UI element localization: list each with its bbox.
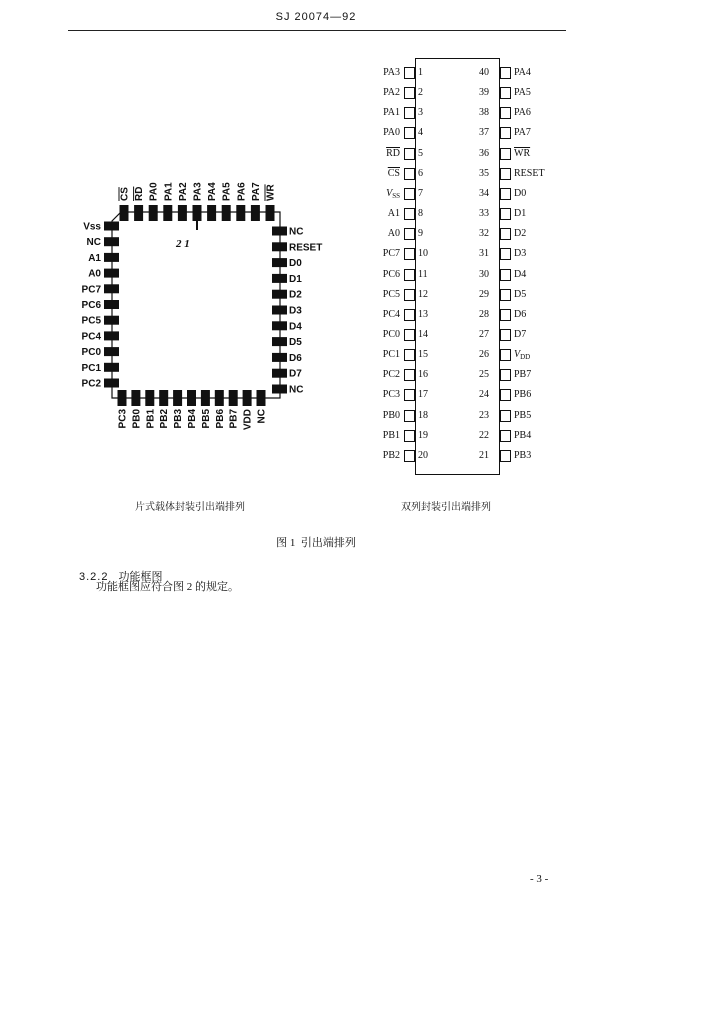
plcc-pin [163, 205, 172, 221]
dip-pin-box [500, 107, 511, 119]
dip-pin-number: 8 [418, 208, 423, 220]
dip-pin-label: D5 [514, 288, 527, 300]
plcc-pin [272, 258, 287, 267]
plcc-pin-label: PC1 [81, 362, 101, 374]
plcc-pin-label: PB3 [173, 409, 185, 429]
dip-pin-box [500, 309, 511, 321]
plcc-pin [178, 205, 187, 221]
dip-pin-number: 5 [418, 147, 423, 159]
dip-pin-box [404, 168, 415, 180]
plcc-pin-label: D1 [289, 273, 302, 285]
plcc-pin [266, 205, 275, 221]
plcc-pin [134, 205, 143, 221]
dip-pin-box [500, 127, 511, 139]
plcc-pin [104, 379, 119, 388]
dip-pin-number: 14 [418, 328, 428, 340]
plcc-pin [104, 284, 119, 293]
plcc-pin-label: PB6 [214, 409, 226, 429]
dip-pin-number: 12 [418, 288, 428, 300]
dip-pin-number: 33 [479, 208, 489, 220]
plcc-pin-label: PB4 [187, 409, 198, 429]
plcc-pin-label: PB0 [131, 409, 143, 429]
dip-pin-label: PA1 [383, 107, 400, 119]
dip-pin-box [500, 430, 511, 442]
dip-pin-label: D3 [514, 248, 527, 260]
dip-pin-box [500, 148, 511, 160]
plcc-pin [104, 269, 119, 278]
plcc-pin-label: PA0 [148, 182, 160, 201]
dip-pin-label: PC4 [382, 308, 400, 320]
dip-pin-number: 30 [479, 268, 489, 280]
dip-pin-label-subscript: DD [520, 353, 531, 362]
plcc-pin [104, 363, 119, 372]
plcc-pin [272, 242, 287, 251]
plcc-pin [257, 390, 266, 406]
dip-pin-box [404, 369, 415, 381]
dip-pin-label: D6 [514, 308, 527, 320]
plcc-pin-label: PC7 [81, 284, 101, 296]
dip-pin-number: 39 [479, 87, 489, 99]
dip-pin-number: 9 [418, 228, 423, 240]
dip-pin-box [500, 450, 511, 462]
dip-pin-box [404, 248, 415, 260]
plcc-pin-label: NC [86, 237, 101, 249]
dip-pin-number: 15 [418, 349, 428, 361]
dip-pin-label: PA7 [514, 127, 531, 139]
section-title: 功能框图 [118, 571, 163, 583]
dip-pin-number: 6 [418, 167, 423, 179]
dip-pin-label: PA5 [514, 87, 531, 99]
dip-pin-label: PB7 [514, 369, 532, 381]
plcc-pin [215, 390, 224, 406]
dip-pin-label [350, 188, 400, 200]
plcc-pin [193, 205, 202, 221]
dip-pin-number: 40 [479, 67, 489, 78]
plcc-pin-label: PA4 [207, 182, 219, 201]
plcc-pin-label: D7 [289, 368, 302, 380]
plcc-pin [104, 253, 119, 262]
dip-pin-number: 23 [479, 409, 489, 421]
dip-pin-number: 24 [479, 389, 489, 401]
plcc-pin [118, 390, 127, 406]
plcc-pin-label: NC [289, 384, 304, 396]
plcc-pin-label: PC0 [81, 347, 101, 359]
section-paragraph: 功能框图应符合图 2 的规定。 [96, 581, 239, 593]
plcc-pin [243, 390, 252, 406]
dip-pin-label: PB6 [514, 389, 532, 401]
dip-pin-label: $\overline{RD}$ [386, 147, 400, 159]
dip-pin-box [500, 349, 511, 361]
plcc-pin [236, 205, 245, 221]
dip-pin-box [500, 168, 511, 180]
dip-pin-box [500, 87, 511, 99]
dip-pin-label: PB0 [382, 409, 400, 421]
dip-pin-label: PA4 [514, 67, 531, 78]
dip-pin-number: 17 [418, 389, 428, 401]
dip-pin-label: $\overline{WR}$ [514, 147, 531, 159]
plcc-pin-label: PB1 [145, 409, 157, 429]
plcc-pin-label: PA1 [163, 182, 175, 201]
plcc-pin-label: D0 [289, 258, 302, 270]
dip-pin-box [404, 87, 415, 99]
dip-pin-number: 32 [479, 228, 489, 240]
plcc-pin-label: VDD [242, 409, 254, 431]
dip-pin-label: D7 [514, 328, 527, 340]
plcc-pin [272, 385, 287, 394]
plcc-pin [272, 353, 287, 362]
dip-pin-label: PB2 [382, 449, 400, 461]
plcc-pin [104, 300, 119, 309]
plcc-pin [272, 274, 287, 283]
figure-caption: 图 1 引出端排列 [276, 537, 356, 549]
plcc-pin-label: PC3 [117, 409, 129, 429]
plcc-pin [222, 205, 231, 221]
plcc-pin-label: D4 [289, 321, 302, 333]
dip-pin-box [404, 67, 415, 79]
plcc-pin [272, 306, 287, 315]
dip-pin-number: 16 [418, 369, 428, 381]
plcc-pin [229, 390, 238, 406]
dip-pin-box [500, 67, 511, 79]
dip-pin-number: 28 [479, 308, 489, 320]
plcc-pin-label: CS [119, 187, 131, 201]
dip-pin-box [404, 289, 415, 301]
dip-pin-number: 26 [479, 349, 489, 361]
dip-pin-box [404, 309, 415, 321]
plcc-pin-label: D6 [289, 352, 302, 364]
dip-pin-number: 10 [418, 248, 428, 260]
plcc-pin-label: PA5 [221, 182, 233, 201]
plcc-pin [145, 390, 154, 406]
plcc-pin-label: D5 [289, 337, 302, 349]
plcc-pin-label: Vss [83, 221, 101, 233]
standard-code: SJ 20074—92 [275, 11, 357, 23]
dip-pin-label: PC5 [382, 288, 400, 300]
dip-pin-label: PB1 [382, 429, 400, 441]
dip-pin-number: 36 [479, 147, 489, 159]
plcc-pin-label: PB5 [200, 409, 212, 429]
plcc-pin [272, 321, 287, 330]
plcc-pin-label: PC2 [81, 378, 101, 390]
dip-pin-label: PB3 [514, 449, 532, 461]
plcc-pin-label: RD [134, 186, 146, 201]
dip-pin-box [500, 329, 511, 341]
dip-pin-number: 20 [418, 449, 428, 461]
dip-pin-box [500, 248, 511, 260]
plcc-pin-label: A1 [88, 252, 101, 264]
dip-pin-box [404, 208, 415, 220]
dip-pin-label: PC7 [382, 248, 400, 260]
dip-pin-label: PC3 [382, 389, 400, 401]
dip-pin-number: 3 [418, 107, 423, 119]
dip-pin-box [500, 269, 511, 281]
dip-pin-box [404, 127, 415, 139]
plcc-pin-label: PA7 [250, 182, 262, 201]
dip-pin-label: PC2 [382, 369, 400, 381]
dip-pin-number: 18 [418, 409, 428, 421]
dip-pin-box [500, 389, 511, 401]
plcc-pin [104, 222, 119, 231]
dip-pin-box [404, 188, 415, 200]
section-number: 3.2.2 [79, 571, 109, 583]
plcc-pin-label: D3 [289, 305, 302, 317]
plcc-pin [173, 390, 182, 406]
dip-pin-number: 34 [479, 187, 489, 199]
dip-pin-box [500, 228, 511, 240]
plcc-pin [104, 347, 119, 356]
plcc-pin-label: PA6 [236, 182, 248, 201]
plcc-pin [159, 390, 168, 406]
plcc-pin [272, 290, 287, 299]
dip-pin-box [404, 349, 415, 361]
dip-pin-label: PB5 [514, 409, 532, 421]
dip-pin-label: A0 [387, 228, 400, 240]
plcc-pin [272, 337, 287, 346]
dip-pin-number: 1 [418, 67, 423, 78]
dip-pin-label: PA2 [383, 87, 400, 99]
plcc-pin [187, 390, 196, 406]
dip-pin-number: 21 [479, 449, 489, 461]
dip-pin-number: 7 [418, 187, 423, 199]
dip-pin-number: 25 [479, 369, 489, 381]
plcc-pin-label: WR [265, 184, 277, 201]
plcc-pin [149, 205, 158, 221]
plcc-pin [104, 331, 119, 340]
dip-pin-label-main: V [386, 187, 393, 199]
page-number: - 3 - [530, 873, 549, 885]
plcc-pin-label: PB2 [159, 409, 171, 429]
dip-pin-label-main: V [514, 349, 521, 361]
dip-pin-box [404, 228, 415, 240]
dip-pin-label: PB4 [514, 429, 532, 441]
plcc-pin-label: PA2 [177, 182, 189, 201]
dip-pin-number: 13 [418, 308, 428, 320]
plcc-pin [104, 237, 119, 246]
dip-pin-label: PC0 [382, 328, 400, 340]
dip-pin-number: 22 [479, 429, 489, 441]
plcc-pin-label: PC6 [81, 300, 101, 311]
dip-pin-number: 19 [418, 429, 428, 441]
dip-pin-number: 38 [479, 107, 489, 119]
dip-pin-label [514, 349, 530, 361]
dip-pin-number: 11 [418, 268, 428, 280]
plcc-pin-label: PC5 [81, 315, 101, 327]
dip-pin-number: 4 [418, 127, 423, 139]
dip-pin-number: 29 [479, 288, 489, 300]
plcc-pin [272, 227, 287, 236]
dip-pin-box [500, 208, 511, 220]
dip-pin-label: RESET [514, 167, 545, 179]
dip-caption: 双列封装引出端排列 [401, 502, 491, 513]
dip-pin-number: 27 [479, 328, 489, 340]
dip-pin-box [404, 148, 415, 160]
dip-pin-box [404, 107, 415, 119]
plcc-pin [272, 369, 287, 378]
plcc-pin-label: D2 [289, 289, 302, 301]
dip-pin-box [404, 430, 415, 442]
dip-pin-box [404, 389, 415, 401]
plcc-pin-label: NC [289, 226, 304, 238]
plcc-pin-label: NC [256, 409, 268, 424]
plcc-pin [251, 205, 260, 221]
plcc-pin-label: PC4 [81, 331, 101, 343]
plcc-body [112, 212, 280, 398]
dip-pin-box [404, 410, 415, 422]
dip-pin-label: D0 [514, 187, 527, 199]
dip-pin-label-subscript: SS [392, 191, 400, 200]
dip-pin-number: 37 [479, 127, 489, 139]
dip-pin-label: PC1 [382, 349, 400, 361]
dip-pin-label: PC6 [382, 268, 400, 280]
dip-pin-box [404, 329, 415, 341]
dip-pin-box [500, 410, 511, 422]
dip-pin-number: 35 [479, 167, 489, 179]
dip-pin-box [404, 450, 415, 462]
dip-pin-label: PA3 [383, 67, 400, 78]
plcc-pin [207, 205, 216, 221]
dip-pin-box [500, 188, 511, 200]
plcc-caption: 片式载体封装引出端排列 [135, 502, 245, 513]
dip-pin-box [500, 369, 511, 381]
plcc-pin [201, 390, 210, 406]
dip-pin-number: 31 [479, 248, 489, 260]
plcc-pin [104, 316, 119, 325]
dip-pin-label: $\overline{CS}$ [387, 167, 400, 179]
dip-pin-number: 2 [418, 87, 423, 99]
dip-pin-label: D4 [514, 268, 527, 280]
plcc-pin-label: PA3 [192, 182, 204, 201]
dip-pin-box [500, 289, 511, 301]
dip-pin-label: D1 [514, 208, 527, 220]
plcc-pin [120, 205, 129, 221]
dip-pin-label: PA0 [383, 127, 400, 139]
dip-pin-label: D2 [514, 228, 527, 240]
plcc-index-mark: 2 1 [176, 238, 190, 250]
dip-pin-box [404, 269, 415, 281]
dip-pin-label: PA6 [514, 107, 531, 119]
plcc-pin-label: RESET [289, 242, 323, 254]
plcc-pin [131, 390, 140, 406]
dip-pin-label: A1 [387, 208, 400, 220]
plcc-pin-label: A0 [88, 268, 101, 280]
plcc-pin-label: PB7 [228, 409, 240, 429]
